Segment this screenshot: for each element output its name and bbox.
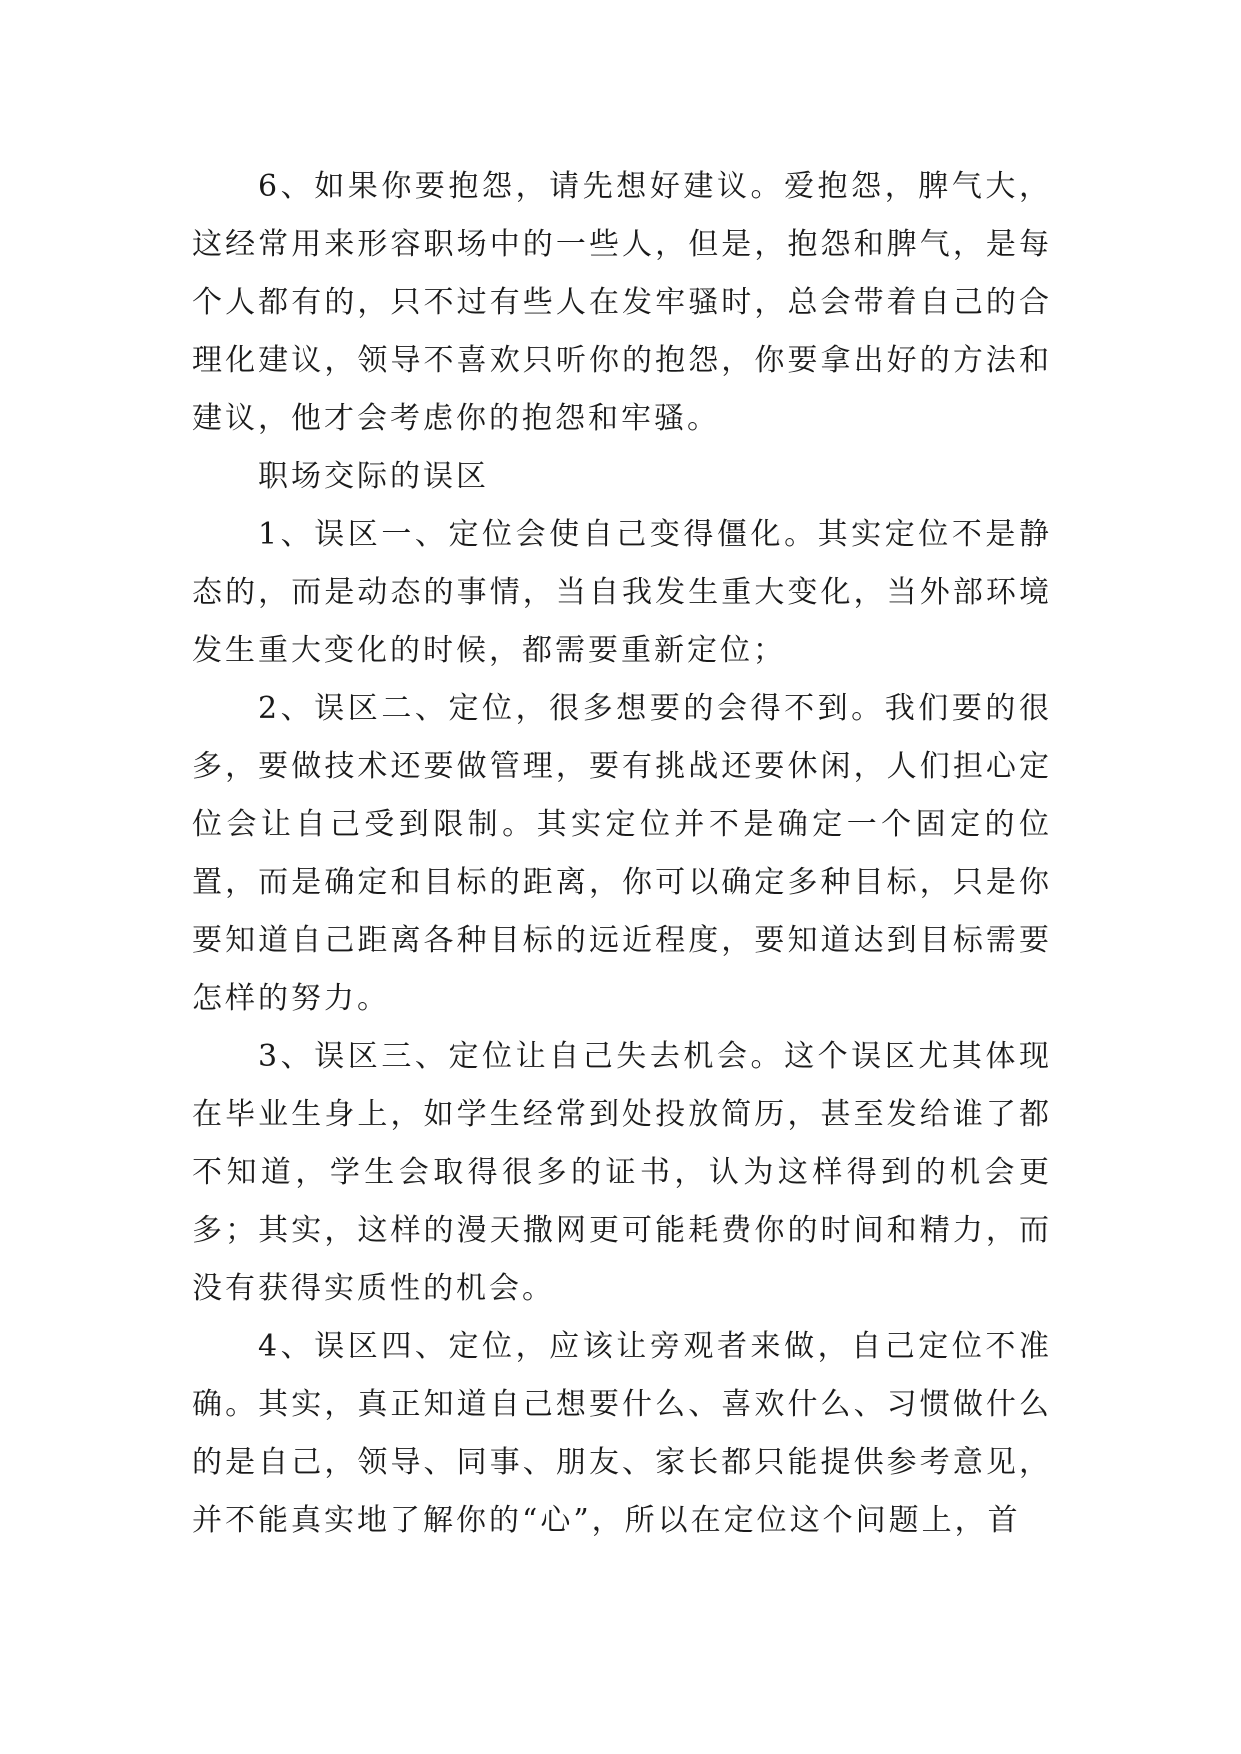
- paragraph-pitfall-2: 2、误区二、定位，很多想要的会得不到。我们要的很多，要做技术还要做管理，要有挑战还要休闲，人们担心定位会让自己受到限制。其实定位并不是确定一个固定的位置，而是确定和目标的距离，你可以确定多种目标，只是你要知道自己距离各种目标的远近程度，要知道达到目标需要怎样的努力。: [192, 691, 1052, 1016]
- paragraph-complaint-advice: 6、如果你要抱怨，请先想好建议。爱抱怨，脾气大，这经常用来形容职场中的一些人，但是，抱怨和脾气，是每个人都有的，只不过有些人在发牢骚时，总会带着自己的合理化建议，领导不喜欢只听你的抱怨，你要拿出好的方法和建议，他才会考虑你的抱怨和牢骚。: [192, 169, 1052, 436]
- paragraph-pitfall-1: 1、误区一、定位会使自己变得僵化。其实定位不是静态的，而是动态的事情，当自我发生重大变化，当外部环境发生重大变化的时候，都需要重新定位；: [192, 517, 1052, 668]
- paragraph-pitfall-4: 4、误区四、定位，应该让旁观者来做，自己定位不准确。其实，真正知道自己想要什么、喜欢什么、习惯做什么的是自己，领导、同事、朋友、家长都只能提供参考意见，并不能真实地了解你的“心”，所以在定位这个问题上，首: [192, 1329, 1052, 1538]
- paragraph-pitfall-3: 3、误区三、定位让自己失去机会。这个误区尤其体现在毕业生身上，如学生经常到处投放简历，甚至发给谁了都不知道，学生会取得很多的证书，认为这样得到的机会更多；其实，这样的漫天撒网更可能耗费你的时间和精力，而没有获得实质性的机会。: [192, 1039, 1052, 1306]
- document-body: [192, 158, 1052, 1550]
- section-heading-workplace-pitfalls: 职场交际的误区: [258, 459, 489, 494]
